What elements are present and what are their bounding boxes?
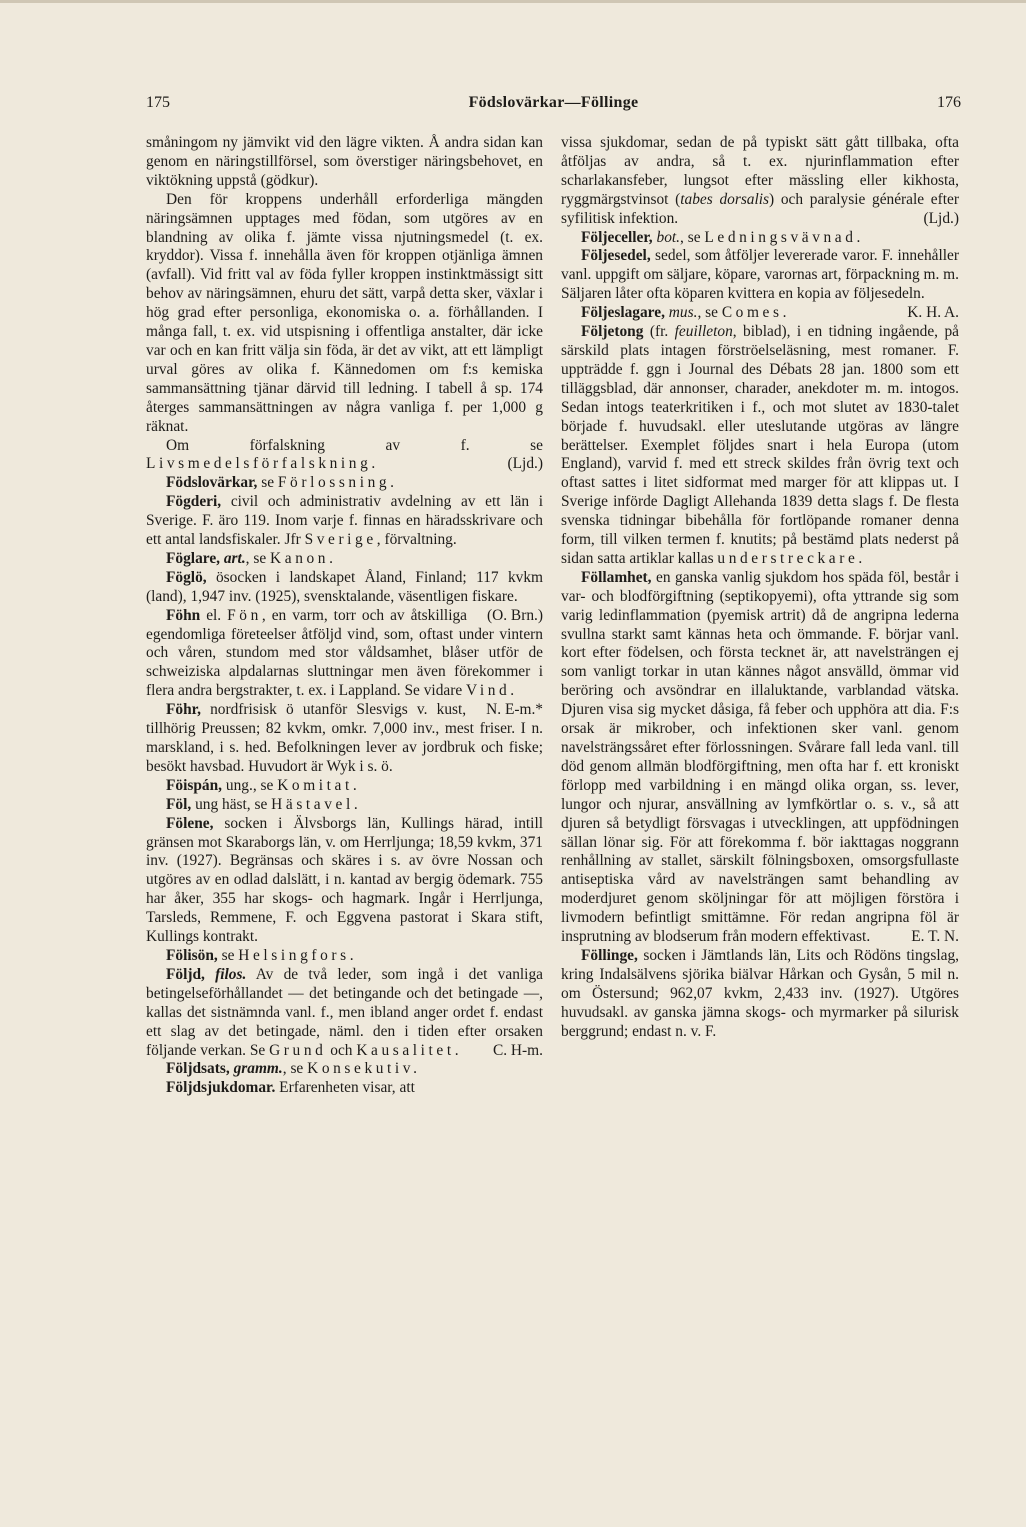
entry-headword: Föhr, xyxy=(166,701,201,719)
entry-headword: Föl, xyxy=(166,795,192,813)
cross-reference: Comes. xyxy=(721,304,791,322)
left-column xyxy=(146,134,543,1098)
entry-foljd: Följd, filos. Av de två leder, som ingå i det vanliga betingelseförhållandet — det betingande och det betingade —, kallas det sistnämnda vanl. f., men ibland anger ordet f. endast ett slag av det betingade, näml. den i tiden efter orsaken följande verkan. Se Grund och Kausalitet. C. H-m. xyxy=(146,965,543,1059)
cross-reference: Ledningsvävnad. xyxy=(704,228,864,246)
entry-foljeceller: Följeceller, bot., se Ledningsvävnad. xyxy=(581,228,864,246)
entry-foljesedel: Följesedel, sedel, som åtföljer levererade varor. F. innehåller vanl. uppgift om säljare, köpare, varornas art, förpackning m. m. Säljaren låter ofta köparen kvittera en kopia av följesedeln. K. H. A. xyxy=(561,247,959,322)
entry-follamhet: Föllamhet, en ganska vanlig sjukdom hos späda föl, består i var- och blodförgiftning (septikopyemi), ofta yttrande sig som varig ledinflammation (pyemisk artrit) då de angripna lederna svullna starkt samt kännas heta och ömmande. F. börjar vanl. kort efter födelsen, och första tecknet är, att navelsträngen ej som vanligt torkar in utan kännes något ansvälld, ömmar vid beröring och avsöndrar en illaluktande, varblandad vätska. Djuren visa sig mycket dåsiga, få feber och upphöra att dia. F:s orsak är mikrober, och infektionen sker vanl. genom navelsträngssåret efter förlossningen. Svårare fall leda vanl. till död genom allmän blodförgiftning, men ofta har f. ett kroniskt förlopp med varbildning i en mängd olika organ, ss. lever, lungor och njurar, ansvällning av lymfkörtlar o. s. v., så att djuren så betydligt försvagas i utvecklingen, att uppfödningen sällan lönar sig. För att förekomma f. bör iakttagas noggrann renhållning av stallet, särskilt fölningsboxen, omsorgsfullaste antiseptiska vård av navelsträngen samt behandling av moderdjuret genom sköljningar för att möjligen förstöra i livmodern befintligt smittämne. För redan angripna föl är insprutning av blodserum från modern effektivast. E. T. N. xyxy=(561,568,959,946)
entry-foglo: Föglö, ösocken i landskapet Åland, Finland; 117 kvkm (land), 1,947 inv. (1925), svensktalande, väsentligen fiskare. (O. Brn.) xyxy=(146,568,543,624)
entry-abbreviation: mus. xyxy=(668,304,698,322)
entry-fodslovarkar: Födslovärkar, se Förlossning. xyxy=(166,474,398,492)
cross-reference: Förlossning. xyxy=(277,474,398,492)
entry-headword: Föglö, xyxy=(166,568,207,586)
cross-reference: Grund xyxy=(269,1041,327,1059)
entry-headword: Fögderi, xyxy=(166,493,222,511)
running-title: Födslovärkar—Föllinge xyxy=(468,94,639,111)
entry-headword: Föispán, xyxy=(166,776,223,794)
entry-foljetong: Följetong (fr. feuilleton, biblad), i en tidning ingående, på särskild plats intagen förströelseläsning, mest romaner. F. uppträdde f. ggn i Journal des Débats 28 jan. 1800 som ett tilläggsblad, där annonser, charader, anekdoter m. m. intogos. Sedan intogs teaterkritiken i f., och mot slutet av 1830-talet började f. huvudsakl. eller uteslutande utgöras av längre berättelser. Exemplet följdes snart i hela Europa (utom England), varvid f. med ett streck skildes från övrig text och oftast sattes i litet sidformat med marger för att klippas ut. I Sverige införde Dagligt Allehanda 1839 detta slags f. De flesta svenska tidningar bibehålla för fortlöpande romaner denna form, till vilken termen f. knutits; på bestämd plats nederst på sidan satta artiklar kallas understreckare. xyxy=(561,323,959,567)
entry-continuation: vissa sjukdomar, sedan de på typiskt sätt gått tillbaka, ofta åtföljas av andra, så t. ex. njurinflammation efter scharlakansfeber, lungsot efter mässling eller kikhosta, ryggmärgstvinsot (tabes dorsalis) och paralysie générale efter syfilitisk infektion. (Ljd.) xyxy=(561,134,959,227)
entry-folison: Fölisön, se Helsingfors. xyxy=(166,946,358,964)
cross-reference: Helsingfors. xyxy=(238,946,358,964)
entry-headword: Följesedel, xyxy=(581,247,651,265)
entry-foispan: Föispán, ung., se Komitat. xyxy=(166,776,361,794)
entry-follinge: Föllinge, socken i Jämtlands län, Lits och Rödöns tingslag, kring Indalsälvens sjörika biälvar Hårkan och Gysån, 5 mil n. om Östersund; 962,07 kvkm, 2,433 inv. (1927). Utgöres huvudsakl. av ganska jämna skogs- och myrmarker på silurisk berggrund; endast n. v. F. xyxy=(561,946,959,1040)
entry-continuation: småningom ny jämvikt vid den lägre vikten. Å andra sidan kan genom en näringstillförsel, som överstiger näringsbehovet, en viktökning uppstå (gödkur). xyxy=(146,134,543,189)
author-signature: (O. Brn.) xyxy=(487,606,543,624)
entry-fohr: Föhr, nordfrisisk ö utanför Slesvigs v. kust, tillhörig Preussen; 82 kvkm, omkr. 7,000 inv., mest friser. I n. marskland, i s. hed. Befolkningen lever av jordbruk och fiske; besökt havsbad. Huvudort är Wyk i s. ö. xyxy=(146,701,543,775)
page-number-left: 175 xyxy=(146,94,170,111)
cross-reference: Livsmedelsförfalskning. xyxy=(146,455,379,473)
entry-headword: Föllinge, xyxy=(581,946,638,964)
entry-abbreviation: gramm. xyxy=(233,1060,283,1078)
entry-foljeslagare: Följeslagare, mus., se Comes. xyxy=(581,304,791,322)
entry-headword: Följdsats, xyxy=(166,1060,230,1078)
entry-foglare: Föglare, art., se Kanon. xyxy=(166,549,337,567)
entry-headword: Följetong xyxy=(581,323,644,341)
entry-headword: Följeslagare, xyxy=(581,304,665,322)
cross-reference: Vind. xyxy=(466,682,518,700)
cross-reference: Kanon. xyxy=(270,549,337,567)
entry-headword: Fölene, xyxy=(166,814,214,832)
entry-headword: Föhn xyxy=(166,606,201,624)
entry-paragraph: Om förfalskning av f. se Livsmedelsförfalskning. (Ljd.) xyxy=(146,436,543,473)
entry-headword: Följdsjukdomar. xyxy=(166,1079,276,1097)
cross-reference: Kausalitet. xyxy=(356,1041,463,1059)
entry-folene: Fölene, socken i Älvsborgs län, Kullings härad, intill gränsen mot Skaraborgs län, v. om Herrljunga; 18,59 kvkm, 371 inv. (1927). Begränsas och skäres i s. av övre Nossan och utgöres av en odlad dalslätt, i n. kantad av bergig ödemark. 755 har åker, 355 har skogs- och hagmark. Ingår i Herrljunga, Tarsleds, Remmene, F. och Eggvena pastorat i Skara stift, Kullings kontrakt. xyxy=(146,814,543,946)
entry-headword: Fölisön, xyxy=(166,946,218,964)
author-signature: (Ljd.) xyxy=(923,209,959,227)
author-signature: (Ljd.) xyxy=(507,455,543,473)
entry-fohn: Föhn el. Fön, en varm, torr och av åtskilliga egendomliga företeelser åtföljd vind, som, oftast under vintern och våren, stundom med stor våldsamhet, blåser utför de schweiziska alpdalarnas sluttningar men även förekommer i flera andra bergstrakter, t. ex. i Lappland. Se vidare Vind. N. E-m.* xyxy=(146,606,543,719)
entry-headword: Födslovärkar, xyxy=(166,474,258,492)
cross-reference: Konsekutiv. xyxy=(307,1060,421,1078)
entry-abbreviation: bot. xyxy=(656,228,681,246)
cross-reference: Hästavel. xyxy=(271,795,362,813)
entry-fogderi: Fögderi, civil och administrativ avdelning av ett län i Sverige. F. äro 119. Inom varje f. finnas en häradsskrivare och ett antal landsfiskaler. Jfr Sverige, förvaltning. xyxy=(146,493,543,549)
entry-foljdsjukdomar: Följdsjukdomar. Erfarenheten visar, att xyxy=(166,1079,415,1097)
entry-abbreviation: filos. xyxy=(215,965,247,983)
page-number-right: 176 xyxy=(937,94,961,111)
right-column xyxy=(561,134,959,1042)
entry-fol: Föl, ung häst, se Hästavel. xyxy=(166,795,362,813)
author-signature: C. H-m. xyxy=(492,1041,543,1059)
author-signature: N. E-m.* xyxy=(486,701,543,719)
running-header xyxy=(146,94,961,120)
entry-headword: Följeceller, xyxy=(581,228,653,246)
cross-reference: Komitat. xyxy=(277,776,361,794)
entry-headword: Föllamhet, xyxy=(581,568,652,586)
entry-headword: Föglare, xyxy=(166,549,220,567)
entry-headword: Följd, xyxy=(166,965,205,983)
entry-paragraph: Den för kroppens underhåll erforderliga mängden näringsämnen upptages med födan, som utgöres av en blandning av olika f. jämte vissa njutningsmedel (t. ex. kryddor). Vissa f. innehålla även för kroppen otjänliga ämnen (avfall). Vid fritt val av föda fyller kroppen instinktmässigt sitt behov av näringsämnen, ehuru det sätt, varpå detta sker, växlar i hög grad efter personliga, ekonomiska o. a. förhållanden. I många fall, t. ex. vid utspisning i offentliga anstalter, där icke var och en kan fritt välja sin föda, är det av vikt, att ett lämpligt urval göres av olika f. Kännedomen om f:s kemiska sammansättning tjänar därvid till ledning. I tabell å sp. 174 återges sammansättningen av några vanliga f. per 1,000 g räknat. xyxy=(146,190,543,435)
scan-top-edge xyxy=(0,0,1026,3)
author-signature: E. T. N. xyxy=(911,928,959,946)
cross-reference: understreckare. xyxy=(717,549,866,567)
entry-foljdsats: Följdsats, gramm., se Konsekutiv. xyxy=(166,1060,421,1078)
author-signature: K. H. A. xyxy=(907,304,959,322)
entry-abbreviation: art. xyxy=(223,549,246,567)
cross-reference: Sverige xyxy=(304,531,377,549)
italic-term: feuilleton xyxy=(674,323,733,341)
cross-reference: Fön xyxy=(227,606,262,624)
italic-term: tabes dorsalis xyxy=(680,190,770,208)
